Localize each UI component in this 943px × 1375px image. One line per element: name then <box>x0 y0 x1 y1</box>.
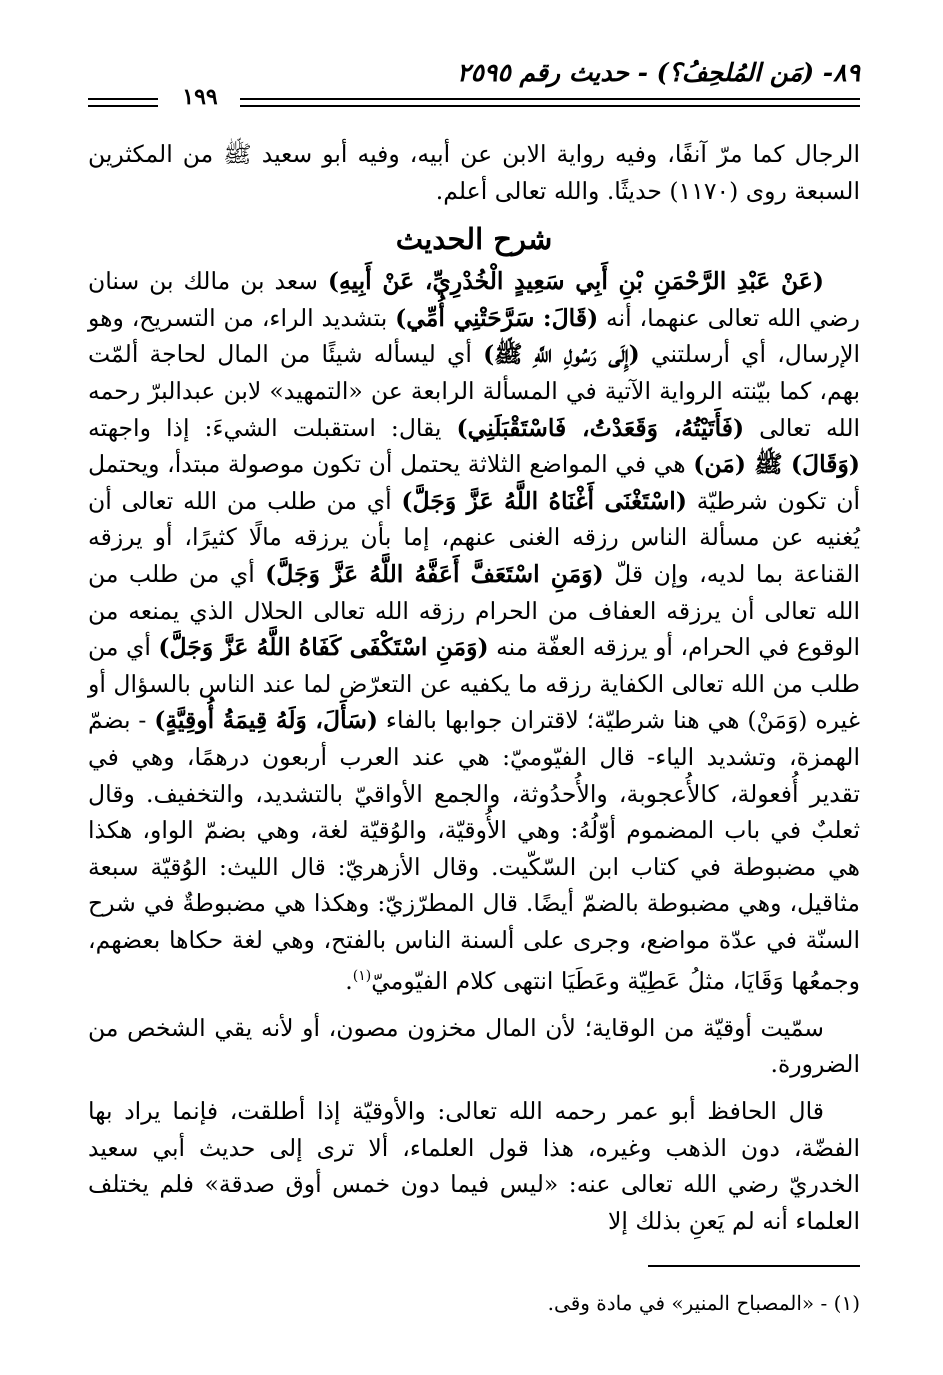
header-rule <box>240 98 860 100</box>
hadith-quote: (إِلَى رَسُولِ اللَّهِ ﷺ) <box>483 340 640 369</box>
footnote-reference: (١) <box>352 968 372 985</box>
hadith-quote: (وَمَنِ اسْتَعَفَّ أَعَفَّهُ اللَّهُ عَزَّ وَجَلَّ) <box>265 559 604 588</box>
commentary-text: يقال: استقبلت الشيءَ: إذا واجهته <box>88 413 457 442</box>
commentary-paragraph <box>88 263 860 1000</box>
commentary-text: أي من طلب من الله تعالى الكفاية رزقه ما يكفيه عن التعرّض لما عند الناس بالسؤال أو غيره (وَمَنْ) هي هنا شرطيّة؛ لاقتران جوابها بالفاء <box>88 633 860 735</box>
intro-paragraph: الرجال كما مرّ آنفًا، وفيه رواية الابن عن أبيه، وفيه أبو سعيد ﷺ من المكثرين السبعة روى (١١٧٠) حديثًا. والله تعالى أعلم. <box>88 140 860 205</box>
hadith-quote: (عَنْ عَبْدِ الرَّحْمَنِ بْنِ أَبِي سَعِيدٍ الْخُدْرِيِّ، عَنْ أَبِيهِ) <box>327 267 825 296</box>
hadith-quote: (سَأَلَ، وَلَهُ قِيمَةُ أُوقِيَّةٍ) <box>154 706 379 735</box>
main-text <box>88 136 860 1239</box>
hadith-quote: (قَالَ: سَرَّحَتْنِي أُمِّي) <box>395 303 599 332</box>
commentary-text: هي في المواضع الثلاثة يحتمل أن تكون موصولة مبتدأ، ويحتمل أن تكون شرطيّة <box>88 450 860 515</box>
header-rule <box>240 105 860 107</box>
page-number: ١٩٩ <box>160 84 240 110</box>
commentary-text: سعد بن مالك بن سنان رضي الله تعالى عنهما، أنه <box>88 267 860 332</box>
running-title: ٨٩- (مَن المُلحِفُ؟) - حديث رقم ٢٥٩٥ <box>457 58 860 87</box>
commentary-text: - بضمّ الهمزة، وتشديد الياء- قال الفيّوميّ: هي عند العرب أربعون درهمًا، وهي في تقدير أُفعولة، كالأُعجوبة، والأُحدُوثة، والجمع الأواقيّ بالتشديد، والتخفيف. وقال ثعلبٌ في باب المضموم أوّلُهُ: وهي الأُوقيّة، والوُقيّة لغة، وهي بضمّ الواو، هكذا هي مضبوطة في كتاب ابن السّكّيت. وقال الأزهريّ: قال الليث: الوُقيّة سبعة مثاقيل، وهي مضبوطة بالضمّ أيضًا. قال المطرّزيّ: وهكذا هي مضبوطةٌ في شرح السنّة في عدّة مواضع، وجرى على ألسنة الناس بالفتح، وهي لغة حكاها بعضهم، وجمعُها وَقَايَا، مثلُ عَطِيّة وعَطَيَا انتهى كلام الفيّوميّ <box>88 706 860 996</box>
footnote: (١) - «المصباح المنير» في مادة وقى. <box>547 1291 860 1315</box>
section-heading: شرح الحديث <box>395 222 553 257</box>
commentary-text: أي من طلب من الله تعالى أن يُغنيه عن مسألة الناس رزقه الغنى عنهم، إما بأن يرزقه مالًا كثيرًا، أو يرزقه القناعة بما لديه، وإن قلّ <box>88 486 860 588</box>
commentary-text: . <box>345 967 353 996</box>
header-rule <box>88 98 158 100</box>
hadith-quote: (وَقَالَ) ﷺ (مَن) <box>693 450 860 479</box>
commentary-text: أي ليسأله شيئًا من المال لحاجة ألمّت بهم، كما بيّنته الرواية الآتية في المسألة الرابعة عن «التمهيد» لابن عبدالبرّ رحمه الله تعالى <box>88 340 861 442</box>
hadith-quote: (اسْتَغْنَى أَغْنَاهُ اللَّهُ عَزَّ وَجَلَّ) <box>401 486 687 515</box>
footnote-separator <box>648 1265 860 1267</box>
header-rule <box>88 105 158 107</box>
commentary-text: بتشديد الراء، من التسريح، وهو الإرسال، أي أرسلتني <box>88 303 860 369</box>
commentary-paragraph: سمّيت أوقيّة من الوقاية؛ لأن المال مخزون مصون، أو لأنه يقي الشخص من الضرورة. <box>88 1013 860 1079</box>
commentary-paragraph: قال الحافظ أبو عمر رحمه الله تعالى: والأوقيّة إذا أطلقت، فإنما يراد بها الفضّة، دون الذهب وغيره، هذا قول العلماء، ألا ترى إلى حديث أبي سعيد الخدريّ رضي الله تعالى عنه: «ليس فيما دون خمس أوق صدقة» فلم يختلف العلماء أنه لم يَعنِ بذلك إلا <box>88 1097 860 1235</box>
hadith-quote: (فَأَتَيْتُهُ، وَقَعَدْتُ، فَاسْتَقْبَلَنِي) <box>456 413 745 442</box>
hadith-quote: (وَمَنِ اسْتَكْفَى كَفَاهُ اللَّهُ عَزَّ وَجَلَّ) <box>158 633 489 662</box>
commentary-text: أي من طلب من الله تعالى أن يرزقه العفاف من الحرام رزقه الله تعالى الحلال الذي يمنعه من الوقوع في الحرام، أو يرزقه العفّة منه <box>88 559 860 662</box>
